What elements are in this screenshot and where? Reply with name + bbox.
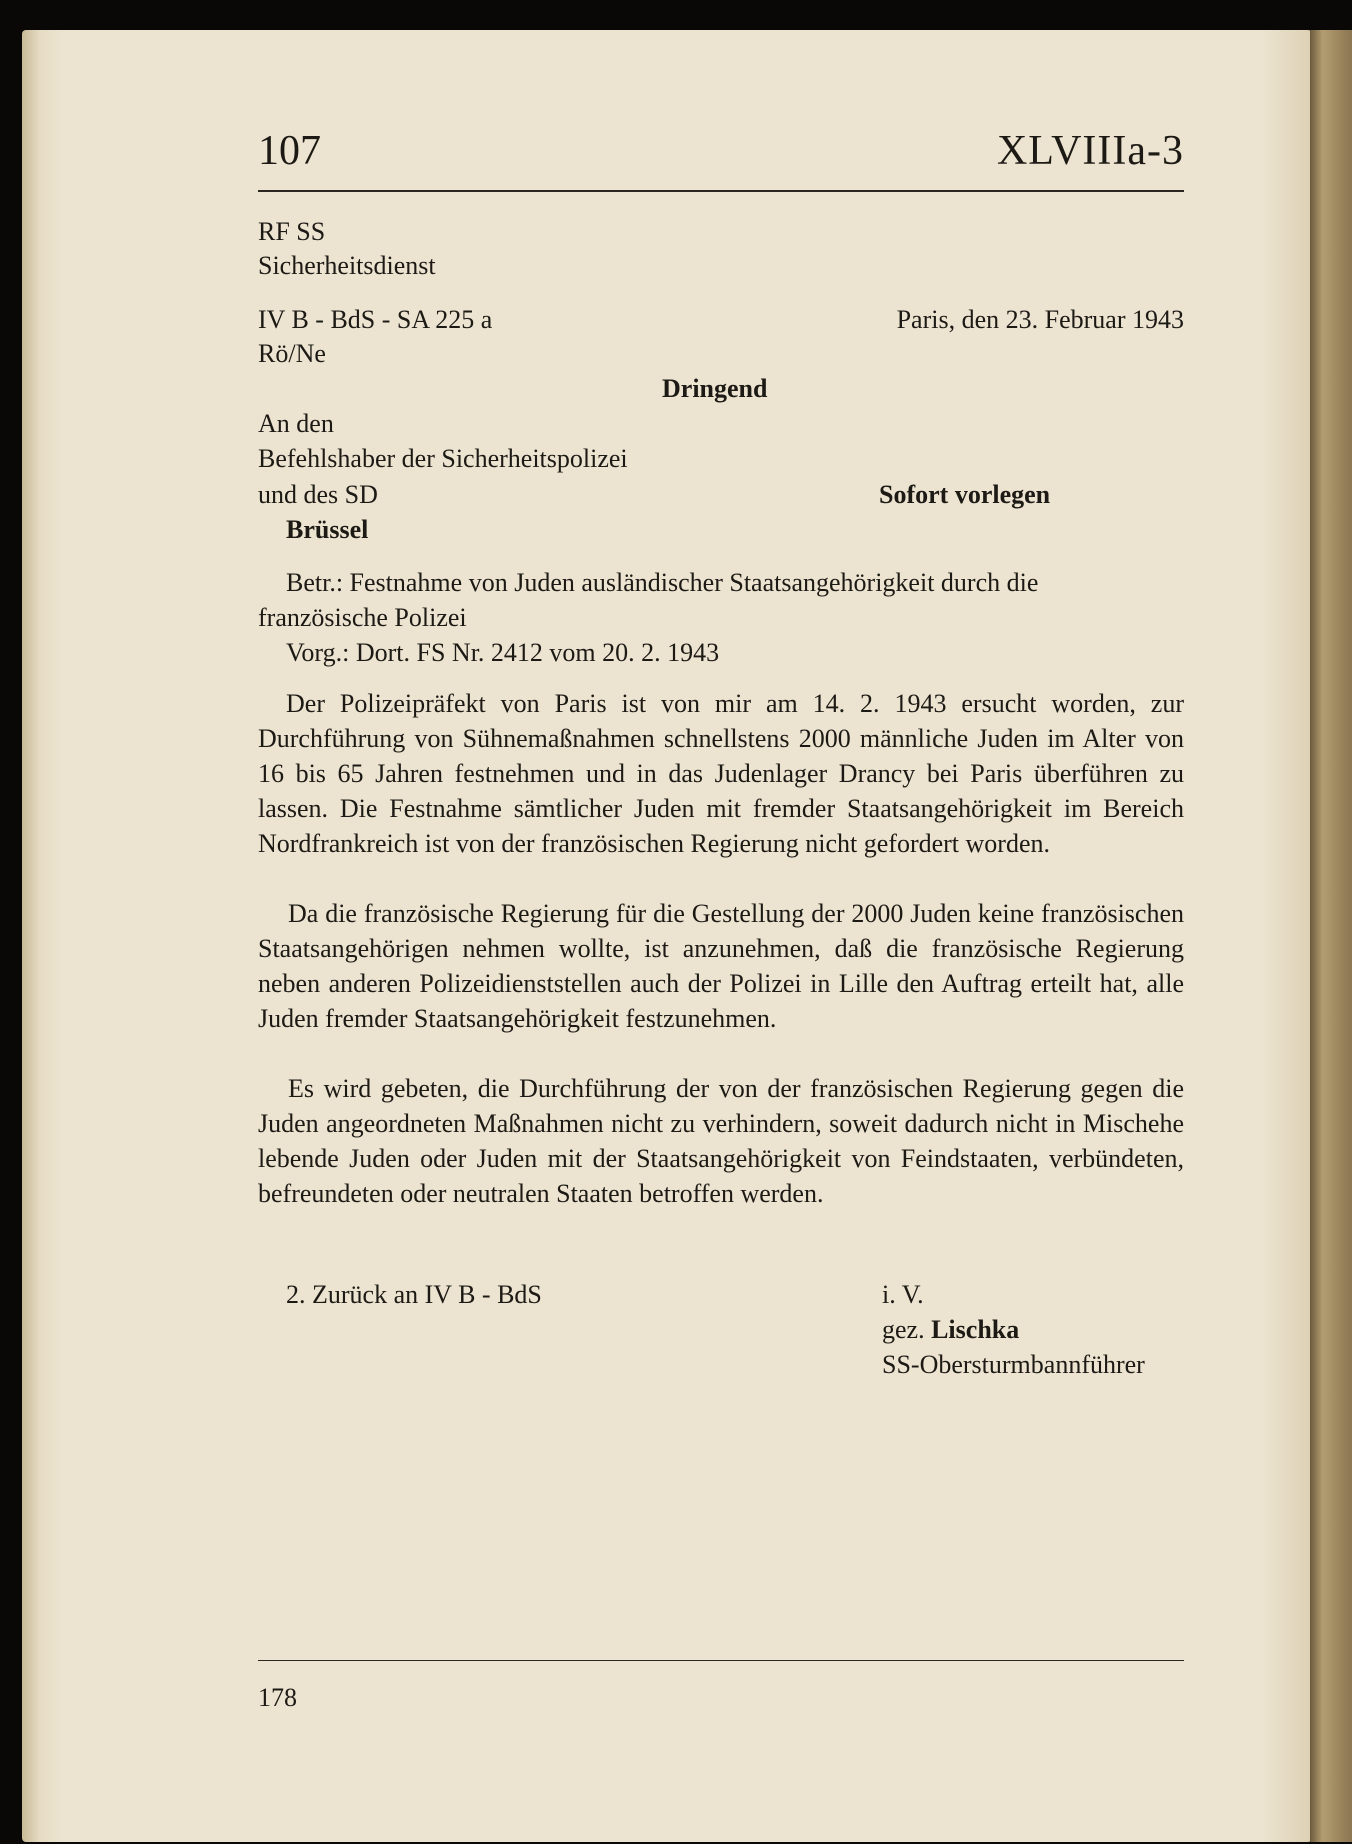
subject-line1: Betr.: Festnahme von Juden ausländischer Staatsangehörigkeit durch die bbox=[286, 568, 1039, 597]
recipient-line3: und des SD bbox=[258, 480, 378, 509]
sender-initials: Rö/Ne bbox=[258, 339, 326, 368]
return-note: 2. Zurück an IV B - BdS bbox=[286, 1280, 542, 1309]
urgent-label: Dringend bbox=[662, 374, 768, 403]
footer-rule bbox=[258, 1660, 1184, 1661]
recipient-line2: Befehlshaber der Sicherheitspolizei bbox=[258, 444, 628, 473]
page-number: 107 bbox=[258, 128, 321, 174]
bottom-page-number: 178 bbox=[258, 1683, 297, 1712]
signature-name: Lischka bbox=[931, 1315, 1020, 1344]
body-paragraph-2: Da die französische Regierung für die Gestellung der 2000 Juden keine französischen Staatsangehörigen nehmen wollte, ist anzunehmen, daß die französische Regierung neben anderen Polizeidienststellen auch der Polizei in Lille den Auftrag erteilt hat, alle Juden fremder Staatsangehörigkeit festzunehmen. bbox=[258, 899, 1184, 1033]
immediate-label: Sofort vorlegen bbox=[879, 480, 1051, 509]
signature-rank: SS-Obersturmbannführer bbox=[882, 1350, 1145, 1379]
signature-iv: i. V. bbox=[882, 1280, 924, 1309]
signature-gez: gez. bbox=[882, 1315, 925, 1344]
sender-reference: IV B - BdS - SA 225 a bbox=[258, 305, 493, 334]
sender-line1: RF SS bbox=[258, 217, 326, 246]
body-paragraph-1: Der Polizeipräfekt von Paris ist von mir am 14. 2. 1943 ersucht worden, zur Durchführung von Sühnemaßnahmen schnellstens 2000 männliche Juden im Alter von 16 bis 65 Jahren festnehmen und in das Judenlager Drancy bei Paris überführen zu lassen. Die Festnahme sämtlicher Juden mit fremder Staatsangehörigkeit im Bereich Nordfrankreich ist von der französischen Regierung nicht gefordert worden. bbox=[258, 689, 1184, 858]
subject-line2: französische Polizei bbox=[258, 603, 467, 632]
recipient-line1: An den bbox=[258, 409, 334, 438]
recipient-city: Brüssel bbox=[286, 515, 369, 544]
letter-date: Paris, den 23. Februar 1943 bbox=[896, 305, 1184, 334]
body-paragraph-3: Es wird gebeten, die Durchführung der von der französischen Regierung gegen die Juden angeordneten Maßnahmen nicht zu verhindern, soweit dadurch nicht in Mischehe lebende Juden oder Juden mit der Staatsangehörigkeit von Feindstaaten, verbündeten, befreundeten oder neutralen Staaten betroffen werden. bbox=[258, 1074, 1184, 1208]
sender-line2: Sicherheitsdienst bbox=[258, 251, 436, 280]
signature-line bbox=[882, 1315, 1019, 1345]
next-page-edge bbox=[1310, 30, 1352, 1842]
document-code: XLVIIIa-3 bbox=[996, 128, 1184, 174]
header-rule bbox=[258, 190, 1184, 192]
reference-line: Vorg.: Dort. FS Nr. 2412 vom 20. 2. 1943 bbox=[286, 638, 720, 667]
